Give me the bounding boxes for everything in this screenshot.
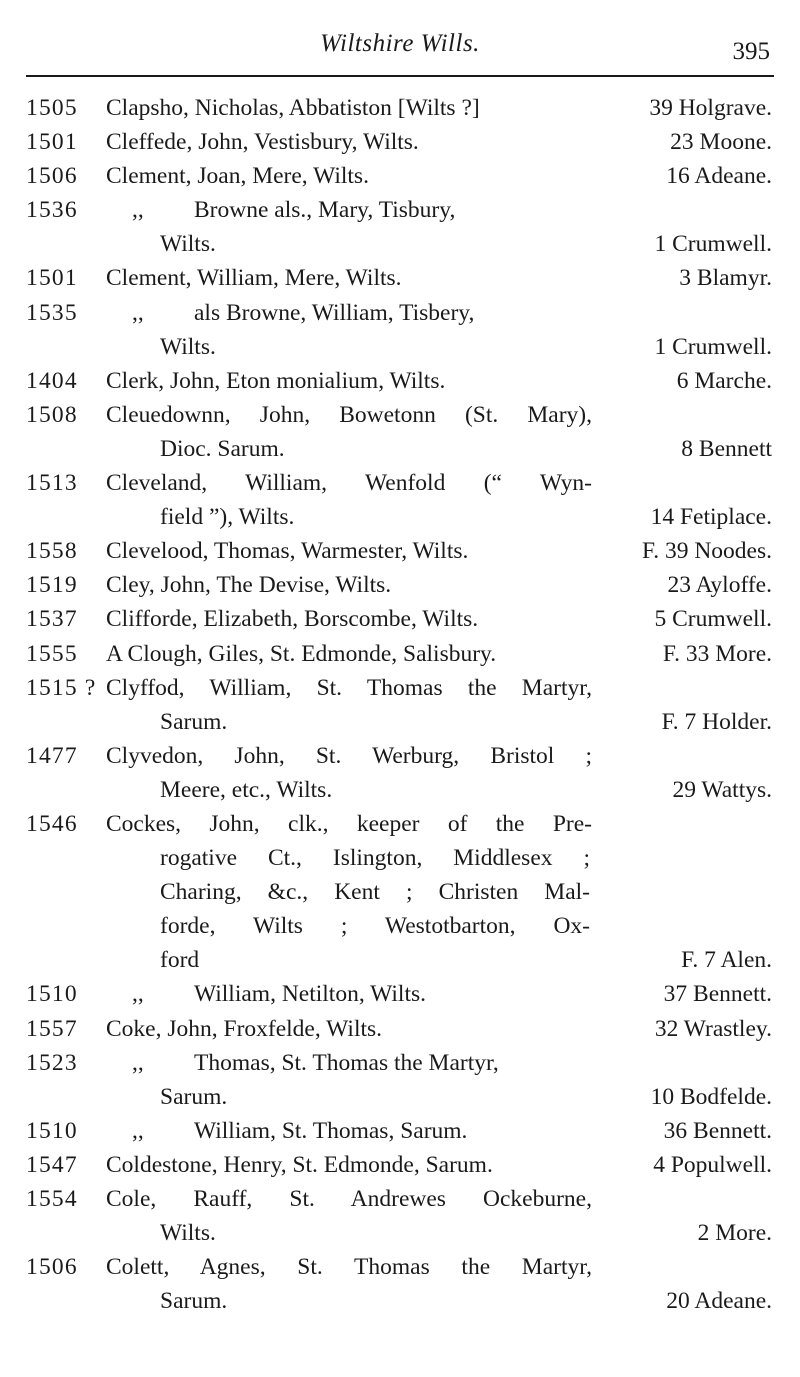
running-title: Wiltshire Wills. [320,30,480,57]
entry-line [0,500,800,534]
will-entry [0,1046,800,1114]
register-reference: 1 Crumwell. [654,231,772,258]
ditto-mark: ,, [132,981,144,1008]
register-reference: 5 Crumwell. [654,606,772,633]
entry-text: Sarum. [160,1288,228,1315]
entry-year: 1477 [26,742,78,769]
entry-year: 1558 [26,538,78,565]
entry-text: rogative Ct., Islington, Middlesex ; [160,845,590,872]
will-entry [0,1148,800,1182]
will-entry [0,466,800,534]
entry-text: Wilts. [160,1220,216,1247]
entry-text: Wilts. [160,333,216,360]
register-reference: 37 Bennett. [663,981,772,1008]
ditto-mark: ,, [132,299,144,326]
will-entry [0,637,800,671]
entry-year: 1535 [26,299,78,326]
entry-text: Wilts. [160,231,216,258]
entry-list [0,91,800,1318]
register-reference: 16 Adeane. [666,163,772,190]
entry-line [0,1216,800,1250]
entry-text: Cleffede, John, Vestisbury, Wilts. [106,129,419,156]
entry-text [132,296,618,330]
will-entry [0,125,800,159]
entry-line [0,1284,800,1318]
register-reference: 10 Bodfelde. [650,1083,772,1110]
entry-year: 1515 ? [26,674,97,701]
entry-line [0,1080,800,1114]
entry-text: Clement, Joan, Mere, Wilts. [106,163,369,190]
entry-line [0,1114,800,1148]
register-reference: F. 39 Noodes. [642,538,772,565]
entry-line [0,841,800,875]
entry-text: Charing, &c., Kent ; Christen Mal- [160,879,590,906]
entry-year: 1547 [26,1151,78,1178]
entry-text [132,1046,618,1080]
entry-text: Colett, Agnes, St. Thomas the Martyr, [106,1254,592,1281]
entry-text: ford [160,947,200,974]
entry-text: Cleuedownn, John, Bowetonn (St. Mary), [106,401,592,428]
entry-line [0,466,800,500]
will-entry [0,1012,800,1046]
entry-line [0,773,800,807]
entry-year: 1501 [26,129,78,156]
entry-line [0,943,800,977]
register-reference: 36 Bennett. [663,1117,772,1144]
entry-text: Cleveland, William, Wenfold (“ Wyn- [106,470,592,497]
entry-line [0,398,800,432]
header-rule [26,75,774,77]
entry-line [0,1250,800,1284]
entry-year: 1501 [26,265,78,292]
entry-year: 1557 [26,1015,78,1042]
entry-text [132,1114,618,1148]
register-reference: 6 Marche. [676,367,772,394]
will-entry [0,159,800,193]
will-entry [0,568,800,602]
entry-text: forde, Wilts ; Westotbarton, Ox- [160,913,590,940]
entry-line [0,977,800,1011]
will-entry [0,1182,800,1250]
entry-line [0,671,800,705]
register-reference: 23 Moone. [670,129,772,156]
entry-line [0,296,800,330]
entry-line [0,705,800,739]
register-reference: F. 7 Holder. [661,708,772,735]
entry-line [0,875,800,909]
entry-year: 1554 [26,1186,78,1212]
register-reference: F. 7 Alen. [681,947,772,974]
entry-line [0,1046,800,1080]
entry-line [0,1012,800,1046]
entry-text: Sarum. [160,1083,228,1110]
register-reference: 29 Wattys. [672,776,772,803]
will-entry [0,602,800,636]
will-entry [0,1114,800,1148]
will-entry [0,296,800,364]
ditto-mark: ,, [132,1117,144,1144]
entry-line [0,568,800,602]
entry-year: 1510 [26,1117,78,1144]
entry-text-body: Thomas, St. Thomas the Martyr, [194,1049,499,1076]
entry-year: 1505 [26,95,78,121]
entry-year: 1506 [26,1254,78,1281]
entry-line [0,807,800,841]
will-entry [0,977,800,1011]
entry-line [0,1182,800,1216]
entry-line [0,227,800,261]
entry-line [0,637,800,671]
entry-text: Clyvedon, John, St. Werburg, Bristol ; [106,742,592,769]
register-reference: 8 Bennett [681,435,772,462]
will-entry [0,1250,800,1318]
entry-year: 1546 [26,810,78,837]
entry-text-body: Browne als., Mary, Tisbury, [194,197,456,224]
entry-text: Cole, Rauff, St. Andrewes Ockeburne, [106,1186,592,1212]
register-reference: 14 Fetiplace. [650,504,772,531]
ditto-mark: ,, [132,197,144,224]
register-reference: 32 Wrastley. [654,1015,772,1042]
will-entry [0,739,800,807]
will-entry [0,364,800,398]
will-entry [0,807,800,977]
entry-text-body: William, St. Thomas, Sarum. [194,1117,468,1144]
entry-text: Coldestone, Henry, St. Edmonde, Sarum. [106,1151,493,1178]
entry-text-body: William, Netilton, Wilts. [194,981,427,1008]
entry-text-body: als Browne, William, Tisbery, [194,299,475,326]
will-entry [0,671,800,739]
will-entry [0,261,800,295]
register-reference: 20 Adeane. [666,1288,772,1315]
entry-text [132,977,618,1011]
entry-line [0,602,800,636]
entry-line [0,1148,800,1182]
entry-line [0,432,800,466]
entry-line [0,330,800,364]
will-entry [0,91,800,125]
register-reference: 1 Crumwell. [654,333,772,360]
will-entry [0,398,800,466]
entry-text: Dioc. Sarum. [160,435,285,462]
entry-line [0,159,800,193]
entry-text: Clapsho, Nicholas, Abbatiston [Wilts ?] [106,95,480,121]
entry-text: Coke, John, Froxfelde, Wilts. [106,1015,383,1042]
entry-text: Cockes, John, clk., keeper of the Pre- [106,810,592,837]
entry-line [0,125,800,159]
entry-line [0,193,800,227]
entry-text: Sarum. [160,708,228,735]
entry-text: Clement, William, Mere, Wilts. [106,265,402,292]
entry-text: Clifforde, Elizabeth, Borscombe, Wilts. [106,606,479,633]
entry-text: A Clough, Giles, St. Edmonde, Salisbury. [106,640,497,667]
entry-text: Clyffod, William, St. Thomas the Martyr, [106,674,592,701]
entry-year: 1506 [26,163,78,190]
register-reference: 3 Blamyr. [679,265,772,292]
page-number: 395 [732,38,770,65]
entry-line [0,909,800,943]
entry-year: 1536 [26,197,78,224]
register-reference: 39 Holgrave. [649,95,772,121]
register-reference: 4 Populwell. [653,1151,772,1178]
entry-line [0,261,800,295]
entry-text: Cley, John, The Devise, Wilts. [106,572,392,599]
entry-line [0,534,800,568]
will-entry [0,534,800,568]
entry-year: 1537 [26,606,78,633]
entry-line [0,739,800,773]
entry-year: 1510 [26,981,78,1008]
entry-year: 1404 [26,367,78,394]
entry-line [0,91,800,125]
entry-year: 1513 [26,470,78,497]
entry-text: Clerk, John, Eton monialium, Wilts. [106,367,446,394]
entry-text: Clevelood, Thomas, Warmester, Wilts. [106,538,469,565]
entry-year: 1508 [26,401,78,428]
entry-line [0,364,800,398]
entry-text: field ”), Wilts. [160,504,295,531]
register-reference: F. 33 More. [662,640,772,667]
entry-year: 1523 [26,1049,78,1076]
ditto-mark: ,, [132,1049,144,1076]
register-reference: 23 Ayloffe. [667,572,772,599]
register-reference: 2 More. [697,1220,772,1247]
entry-year: 1555 [26,640,78,667]
will-entry [0,193,800,261]
entry-text [132,193,618,227]
entry-year: 1519 [26,572,78,599]
entry-text: Meere, etc., Wilts. [160,776,333,803]
